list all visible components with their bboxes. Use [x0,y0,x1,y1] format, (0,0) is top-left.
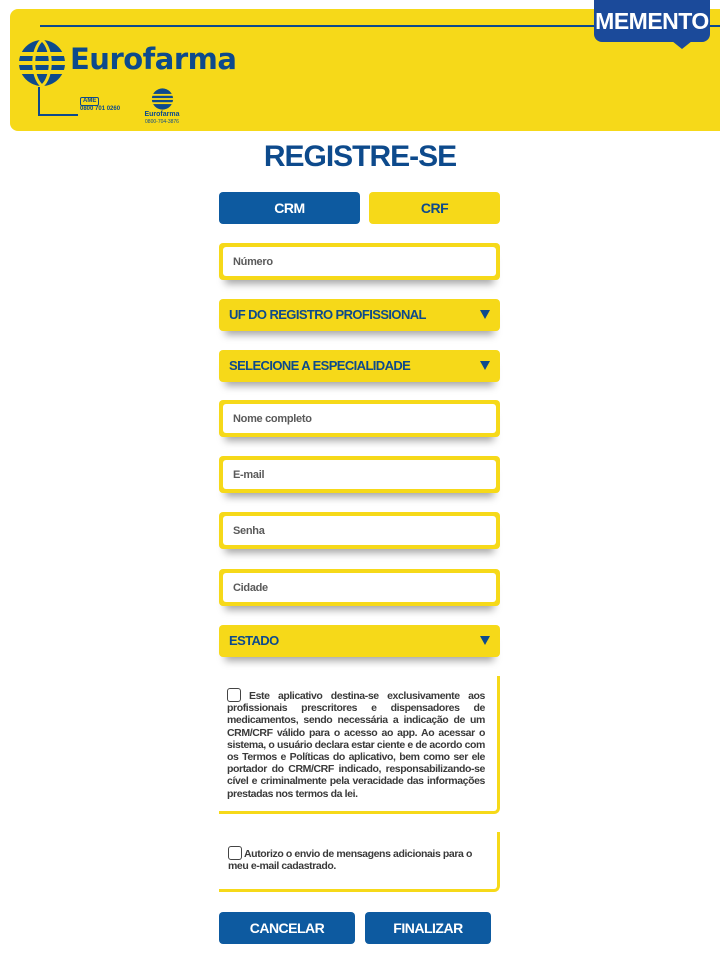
nome-field [219,400,500,437]
uf-select-label: UF DO REGISTRO PROFISSIONAL [229,307,426,322]
messages-consent [219,832,500,892]
page-title: REGISTRE-SE [263,140,457,173]
email-input[interactable] [223,460,496,489]
uf-select[interactable] [219,299,500,331]
memento-badge-tip [672,41,692,49]
messages-text: Autorizo o envio de mensagens adicionais para o meu e-mail cadastrado. [228,848,473,873]
tab-crf[interactable]: CRF [369,192,500,224]
ame-logo [80,97,124,129]
estado-select-label: ESTADO [229,633,279,648]
estado-select[interactable] [219,625,500,657]
globe-logo-icon [15,37,67,89]
cidade-field [219,569,500,606]
chevron-down-icon [480,310,490,319]
cancel-button[interactable]: CANCELAR [219,912,355,944]
small-brand-name: Eurofarma [144,111,180,118]
ame-tag: AME [80,97,99,106]
especialidade-select-label: SELECIONE A ESPECIALIDADE [229,358,411,373]
numero-input[interactable] [223,247,496,276]
tab-crm[interactable]: CRM [219,192,360,224]
terms-checkbox[interactable] [227,688,241,702]
email-field [219,456,500,493]
especialidade-select[interactable] [219,350,500,382]
senha-field [219,512,500,549]
small-brand-phone: 0800-704-3876 [145,119,179,125]
brand-name: Eurofarma [70,42,237,76]
numero-field [219,243,500,280]
finish-button[interactable]: FINALIZAR [365,912,491,944]
cidade-input[interactable] [223,573,496,602]
header-left-rule [38,87,40,115]
terms-consent [219,676,500,814]
small-brand-logo [134,87,190,133]
memento-badge[interactable]: MEMENTO [594,0,710,42]
terms-text: Este aplicativo destina-se exclusivamente aos profissionais prescritores e dispensadores de medicamentos, sendo necessária a indicação de um CRM/CRF válido para o acesso ao app. Ao acessar o sistema, o usuário declara estar ciente e de acordo com os Termos e Políticas do aplicativo, bem como ser ele portador do CRM/CRF indicado, responsabilizando-se cível e criminalmente pela veracidade das informações prestadas nos termos da lei. [227,690,485,800]
messages-checkbox[interactable] [228,846,242,860]
senha-input[interactable] [223,516,496,545]
small-globe-icon [150,87,174,111]
header-bottom-rule [38,114,78,116]
nome-input[interactable] [223,404,496,433]
chevron-down-icon [480,636,490,645]
ame-phone: 0800 701 0260 [80,106,121,112]
chevron-down-icon [480,361,490,370]
